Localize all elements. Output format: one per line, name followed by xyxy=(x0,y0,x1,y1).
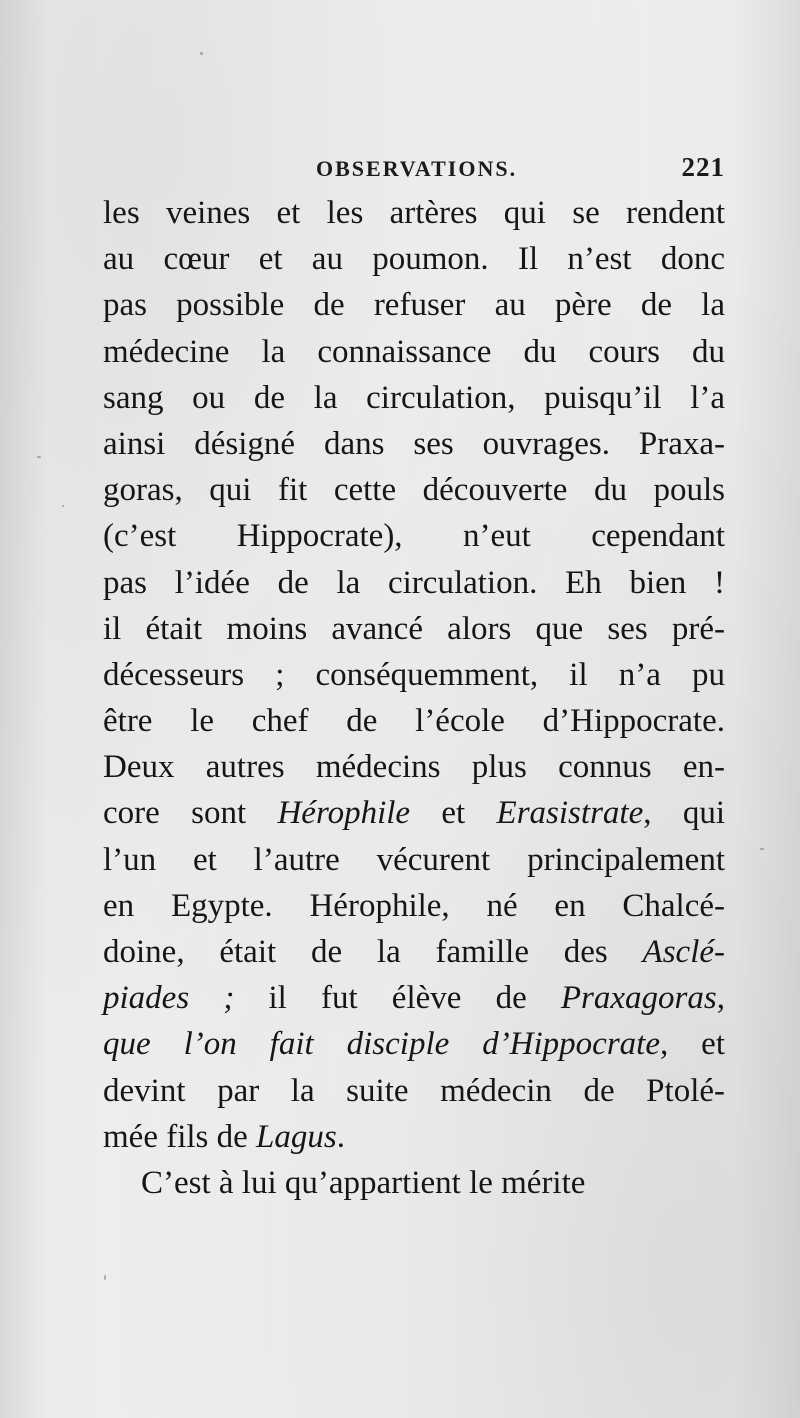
text-segment: Deux autres médecins plus connus en- xyxy=(103,749,725,786)
text-line xyxy=(103,513,725,559)
text-line xyxy=(103,1068,725,1114)
text-segment: core sont xyxy=(103,795,278,832)
running-title: OBSERVATIONS. xyxy=(316,156,518,181)
italic-text: Praxagoras xyxy=(560,980,717,1017)
running-head xyxy=(103,150,725,186)
paper-speck xyxy=(200,52,203,55)
italic-text: Erasistrate xyxy=(496,795,644,832)
text-line xyxy=(103,236,725,282)
text-line xyxy=(103,329,725,375)
text-line xyxy=(103,698,725,744)
text-line xyxy=(103,1021,725,1067)
italic-text: Lagus xyxy=(256,1118,337,1155)
text-line xyxy=(103,190,725,236)
text-line xyxy=(103,929,725,975)
text-segment: et xyxy=(410,795,497,832)
text-segment: mée fils de xyxy=(103,1118,257,1155)
text-line xyxy=(103,282,725,328)
italic-text: piades ; xyxy=(103,980,235,1017)
text-line xyxy=(103,883,725,929)
text-line xyxy=(103,606,725,652)
text-segment: . xyxy=(336,1118,345,1155)
text-line xyxy=(103,652,725,698)
text-segment: pas possible de refuser au père de la xyxy=(103,287,725,324)
italic-text: Asclé- xyxy=(642,934,725,970)
text-line xyxy=(103,375,725,421)
text-segment: , qui xyxy=(643,795,725,832)
paper-speck xyxy=(37,456,41,458)
body-text xyxy=(103,190,725,1206)
page-number: 221 xyxy=(681,152,725,182)
text-segment: goras, qui fit cette découverte du pouls xyxy=(103,472,725,509)
text-segment: doine, était de la famille des xyxy=(103,934,643,970)
text-line xyxy=(103,837,725,883)
text-segment: sang ou de la circulation, puisqu’il l’a xyxy=(103,379,725,416)
text-segment: , xyxy=(716,980,725,1017)
text-segment: ainsi désigné dans ses ouvrages. Praxa- xyxy=(103,425,725,462)
text-segment: il était moins avancé alors que ses pré- xyxy=(103,610,725,647)
text-segment: (c’est Hippocrate), n’eut cependant xyxy=(103,518,725,555)
text-segment: être le chef de l’école d’Hippocrate. xyxy=(103,703,725,740)
text-segment: devint par la suite médecin de Ptolé- xyxy=(103,1072,725,1109)
italic-text: Hérophile xyxy=(277,795,411,832)
text-line xyxy=(103,421,725,467)
text-line xyxy=(103,467,725,513)
text-line xyxy=(103,744,725,790)
text-line xyxy=(103,790,725,836)
italic-text: que l’on fait disciple d’Hippocrate xyxy=(103,1026,660,1063)
paper-speck xyxy=(62,505,64,507)
text-segment: décesseurs ; conséquemment, il n’a pu xyxy=(103,656,725,693)
paper-speck xyxy=(104,1275,106,1280)
paper-speck xyxy=(760,848,764,850)
text-segment: en Egypte. Hérophile, né en Chalcé- xyxy=(103,887,725,924)
text-segment: il fut élève de xyxy=(234,980,561,1017)
text-segment: les veines et les artères qui se rendent xyxy=(103,195,725,231)
text-segment: au cœur et au poumon. Il n’est donc xyxy=(103,241,725,278)
text-line xyxy=(103,975,725,1021)
text-line xyxy=(103,1160,725,1206)
text-segment: C’est à lui qu’appartient le mérite xyxy=(141,1164,586,1201)
text-segment: médecine la connaissance du cours du xyxy=(103,333,725,370)
text-line xyxy=(103,560,725,606)
text-segment: l’un et l’autre vécurent principalement xyxy=(103,841,725,878)
text-line xyxy=(103,1114,725,1160)
text-segment: pas l’idée de la circulation. Eh bien ! xyxy=(103,564,725,601)
text-segment: , et xyxy=(659,1026,725,1063)
